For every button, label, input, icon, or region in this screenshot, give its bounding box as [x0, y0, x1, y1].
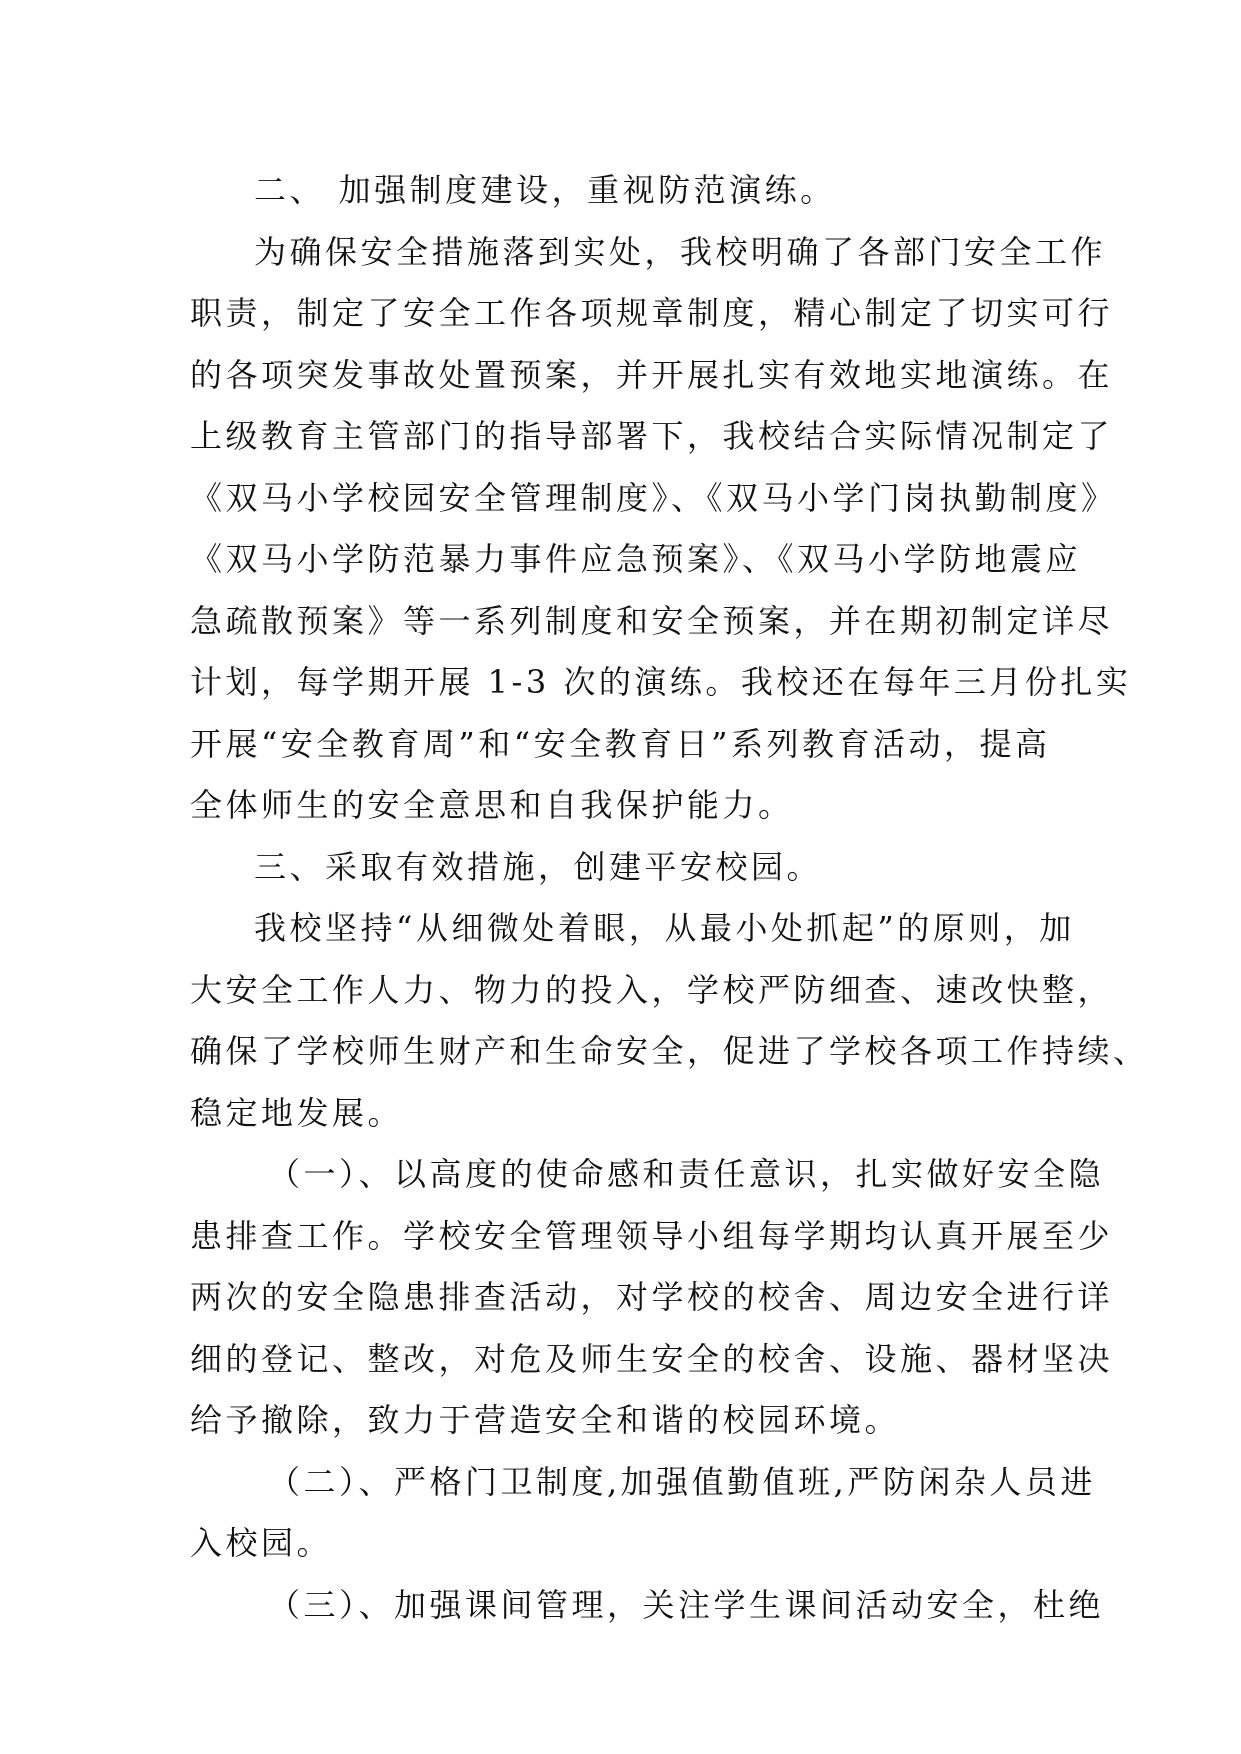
paragraph-line: 《双马小学校园安全管理制度》、《双马小学门岗执勤制度》: [190, 478, 1117, 517]
paragraph-line: 确保了学校师生财产和生命安全，促进了学校各项工作持续、: [190, 1032, 1149, 1070]
subsection-2-line: （二）、严格门卫制度,加强值勤值班,严防闲杂人员进: [268, 1462, 1096, 1501]
paragraph-line: 给予撤除，致力于营造安全和谐的校园环境。: [190, 1401, 901, 1439]
paragraph-line: 全体师生的安全意思和自我保护能力。: [190, 786, 794, 824]
paragraph-line: 患排查工作。学校安全管理领导小组每学期均认真开展至少: [190, 1216, 1114, 1255]
paragraph-line: 职责，制定了安全工作各项规章制度，精心制定了切实可行: [190, 294, 1114, 332]
paragraph-line: 《双马小学防范暴力事件应急预案》、《双马小学防地震应: [190, 540, 1082, 578]
paragraph-line: 大安全工作人力、物力的投入，学校严防细查、速改快整，: [190, 970, 1114, 1009]
paragraph-line: 开展“安全教育周”和“安全教育日”系列教育活动，提高: [190, 724, 1051, 763]
subsection-3-line: （三）、加强课间管理，关注学生课间活动安全，杜绝: [268, 1585, 1105, 1624]
paragraph-line: 为确保安全措施落到实处，我校明确了各部门安全工作: [254, 232, 1107, 271]
paragraph-line: 稳定地发展。: [190, 1093, 404, 1132]
section-heading-3: 三、采取有效措施，创建平安校园。: [254, 847, 823, 886]
paragraph-line: 我校坚持“从细微处着眼，从最小处抓起”的原则，加: [254, 909, 1075, 947]
paragraph-line: 计划，每学期开展 1-3 次的演练。我校还在每年三月份扎实: [190, 663, 1132, 701]
paragraph-line: 上级教育主管部门的指导部署下，我校结合实际情况制定了: [190, 417, 1114, 455]
paragraph-line: 入校园。: [190, 1524, 333, 1562]
subsection-1-line: （一）、以高度的使命感和责任意识，扎实做好安全隐: [268, 1155, 1105, 1193]
paragraph-line: 的各项突发事故处置预案，并开展扎实有效地实地演练。在: [190, 355, 1114, 394]
document-body: [190, 160, 1149, 1636]
paragraph-line: 两次的安全隐患排查活动，对学校的校舍、周边安全进行详: [190, 1278, 1114, 1316]
paragraph-line: 细的登记、整改，对危及师生安全的校舍、设施、器材坚决: [190, 1339, 1114, 1378]
paragraph-line: 急疏散预案》等一系列制度和安全预案，并在期初制定详尽: [190, 601, 1114, 640]
section-heading-2: 二、 加强制度建设，重视防范演练。: [254, 171, 836, 209]
